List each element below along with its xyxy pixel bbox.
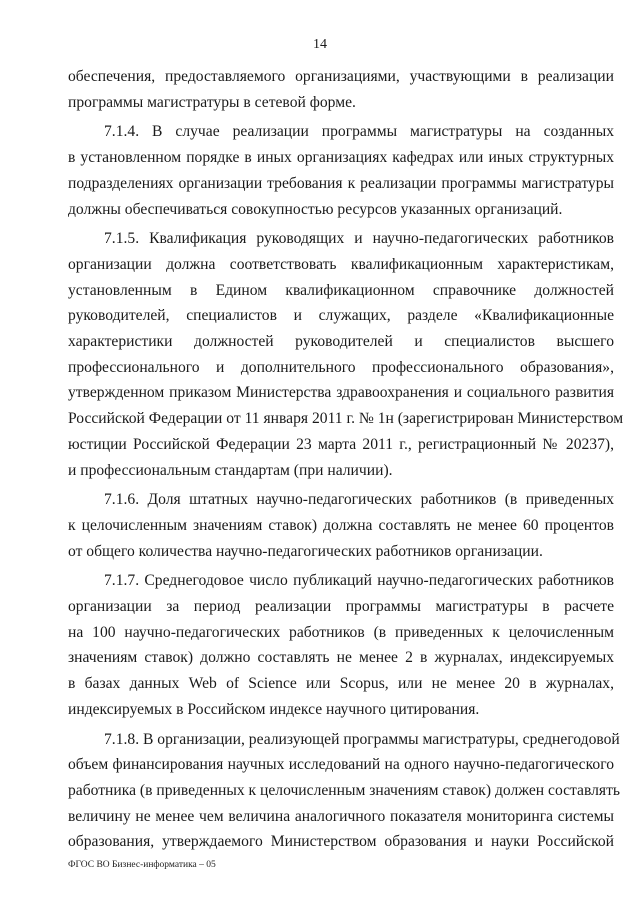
text-line: и профессиональным стандартам (при наличии). (68, 461, 393, 479)
paragraph-7-1-7 (68, 568, 614, 722)
text-line: индексируемых в Российском индексе научного цитирования. (68, 700, 480, 718)
paragraph-7-1-4 (68, 119, 614, 222)
text-line: от общего количества научно-педагогических работников организации. (68, 542, 543, 560)
text-line: должны обеспечиваться совокупностью ресурсов указанных организаций. (68, 200, 563, 218)
text-line: программы магистратуры в сетевой форме. (68, 93, 356, 111)
text-line: работника (в приведенных к целочисленным значениям ставок) должен составлять (68, 781, 621, 799)
text-line: величину не менее чем величина аналогичного показателя мониторинга системы (68, 807, 614, 825)
paragraph-7-1-6 (68, 487, 614, 564)
page-number: 14 (313, 37, 327, 52)
text-line: на 100 научно-педагогических работников (в приведенных к целочисленным (68, 623, 614, 641)
text-line: подразделениях организации требования к реализации программы магистратуры (68, 174, 614, 192)
text-line: объем финансирования научных исследований на одного научно-педагогического (68, 756, 614, 774)
text-line: 7.1.5. Квалификация руководящих и научно-педагогических работников (104, 230, 614, 248)
paragraph-7-1-8 (68, 727, 621, 856)
text-line: профессионального и дополнительного профессионального образования», (68, 358, 614, 376)
text-line: характеристики должностей руководителей и специалистов высшего (68, 333, 614, 351)
text-line: Российской Федерации от 11 января 2011 г. № 1н (зарегистрирован Министерством (68, 410, 624, 428)
text-line: значениям ставок) должно составлять не менее 2 в журналах, индексируемых (68, 649, 614, 667)
text-line: 7.1.6. Доля штатных научно-педагогических работников (в приведенных (104, 491, 614, 509)
text-line: в базах данных Web of Science или Scopus, или не менее 20 в журналах, (68, 675, 614, 693)
text-line: организации должна соответствовать квалификационным характеристикам, (68, 255, 614, 273)
paragraph-7-1-5 (68, 226, 624, 483)
document-body (68, 64, 624, 855)
text-line: юстиции Российской Федерации 23 марта 2011 г., регистрационный № 20237), (68, 435, 614, 453)
text-line: в установленном порядке в иных организациях кафедрах или иных структурных (68, 149, 614, 167)
text-line: обеспечения, предоставляемого организациями, участвующими в реализации (68, 68, 614, 85)
paragraph-cont (68, 64, 614, 115)
text-line: руководителей, специалистов и служащих, разделе «Квалификационные (68, 307, 614, 325)
text-line: 7.1.7. Среднегодовое число публикаций научно-педагогических работников (104, 572, 614, 590)
text-line: к целочисленным значениям ставок) должна составлять не менее 60 процентов (68, 516, 614, 534)
text-line: 7.1.4. В случае реализации программы магистратуры на созданных (104, 123, 614, 141)
text-line: образования, утверждаемого Министерством образования и науки Российской (68, 833, 614, 851)
text-line: 7.1.8. В организации, реализующей программы магистратуры, среднегодовой (104, 730, 620, 748)
text-line: организации за период реализации программы магистратуры в расчете (68, 598, 614, 616)
text-line: утвержденном приказом Министерства здравоохранения и социального развития (68, 384, 614, 402)
page-footer: ФГОС ВО Бизнес-информатика – 05 (68, 860, 216, 870)
text-line: установленным в Едином квалификационном справочнике должностей (68, 281, 614, 299)
